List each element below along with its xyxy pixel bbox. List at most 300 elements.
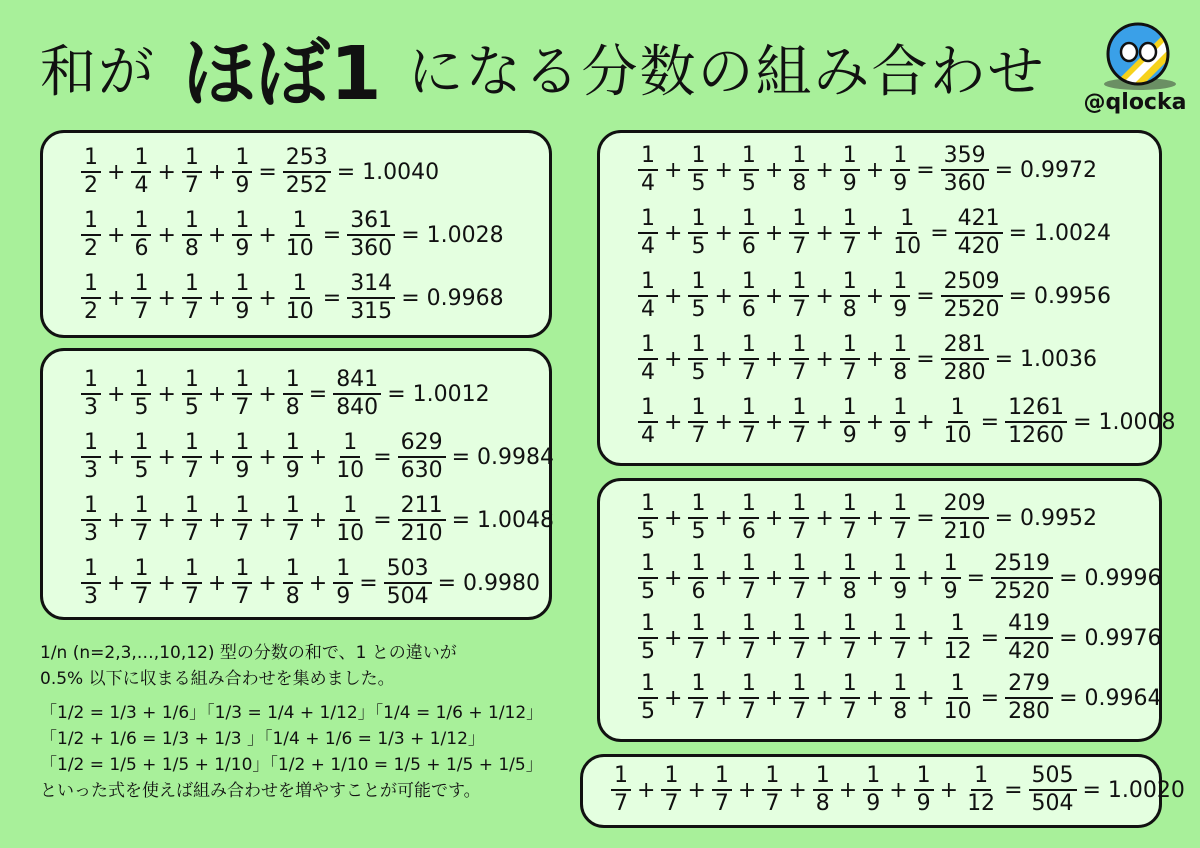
plus-sign: + [637,777,656,803]
plus-sign: + [714,409,733,435]
fraction-denominator: 7 [134,584,149,609]
fraction-numerator: 1 [688,145,708,171]
equals-sign: = [980,625,1000,651]
unit-fraction [283,273,317,323]
fraction-numerator: 1 [283,369,303,395]
equals-sign: = [373,444,392,470]
sum-denominator: 210 [943,519,986,544]
fraction-denominator: 9 [893,423,908,448]
sum-numerator: 281 [941,334,989,360]
plus-sign: + [714,220,733,246]
fraction-denominator: 7 [893,639,908,664]
fraction-denominator: 7 [235,584,250,609]
fraction-group-box-3 [40,348,555,620]
unit-fraction [638,271,658,321]
sum-numerator: 2519 [991,553,1053,579]
plus-sign: + [157,285,176,311]
fraction-numerator: 1 [789,208,809,234]
sum-fraction [398,495,446,545]
fraction-numerator: 1 [661,765,681,791]
plus-sign: + [815,625,834,651]
unit-fraction [789,397,809,447]
fraction-denominator: 7 [842,234,857,259]
fraction-denominator: 5 [691,519,706,544]
fraction-denominator: 3 [84,395,98,420]
decimal-value: = 0.9996 [1059,565,1162,591]
plus-sign: + [664,505,683,531]
fraction-denominator: 7 [134,521,149,546]
unit-fraction [789,673,809,723]
unit-fraction [840,145,860,195]
plus-sign: + [714,565,733,591]
unit-fraction [232,432,252,482]
unit-fraction [283,495,303,545]
fraction-denominator: 12 [967,791,996,816]
unit-fraction [739,208,759,258]
plus-sign: + [308,570,328,596]
unit-fraction [283,369,303,419]
note-line: 「1/2 = 1/3 + 1/6」「1/3 = 1/4 + 1/12」「1/4 = 1/6 + 1/12」 [40,703,544,723]
sum-numerator: 211 [398,495,446,521]
author-logo [1080,18,1190,118]
fraction-numerator: 1 [789,334,809,360]
plus-sign: + [107,381,126,407]
fraction-group-box-7 [580,754,1185,828]
unit-fraction [789,145,809,195]
fraction-numerator: 1 [131,210,151,236]
plus-sign: + [258,570,277,596]
plus-sign: + [258,222,277,248]
fraction-denominator: 8 [842,297,857,322]
plus-sign: + [664,409,683,435]
unit-fraction [81,273,101,323]
decimal-value: = 1.0028 [401,222,504,248]
plus-sign: + [916,625,935,651]
fraction-denominator: 9 [943,579,958,604]
fraction-numerator: 1 [232,369,252,395]
fraction-numerator: 1 [638,397,658,423]
fraction-denominator: 6 [741,519,756,544]
fraction-denominator: 9 [842,423,857,448]
plus-sign: + [714,283,733,309]
unit-fraction [638,334,658,384]
decimal-value: = 0.9968 [401,285,504,311]
fraction-denominator: 9 [235,236,250,261]
fraction-denominator: 7 [714,791,729,816]
fraction-numerator: 1 [890,397,910,423]
unit-fraction [182,210,202,260]
equals-sign: = [322,222,342,248]
fraction-denominator: 5 [691,234,706,259]
plus-sign: + [664,346,683,372]
unit-fraction [840,493,860,543]
decimal-value: = 1.0048 [451,507,555,533]
fraction-denominator: 7 [842,360,857,385]
fraction-numerator: 1 [638,673,658,699]
equation-row [636,673,1161,723]
fraction-numerator: 1 [638,553,658,579]
plus-sign: + [916,685,935,711]
fraction-denominator: 7 [235,521,250,546]
fraction-denominator: 7 [792,519,807,544]
plus-sign: + [865,157,885,183]
unit-fraction [739,493,759,543]
fraction-numerator: 1 [789,673,809,699]
fraction-denominator: 7 [741,699,756,724]
equals-sign: = [916,505,935,531]
equation-row [636,613,1161,663]
fraction-denominator: 7 [235,395,250,420]
plus-sign: + [764,685,784,711]
unit-fraction [890,208,924,258]
fraction-numerator: 1 [182,210,202,236]
plus-sign: + [714,625,733,651]
plus-sign: + [157,570,176,596]
unit-fraction [941,613,975,663]
equals-sign: = [916,157,935,183]
fraction-denominator: 7 [614,791,628,816]
fraction-denominator: 3 [84,458,98,483]
fraction-numerator: 1 [739,397,759,423]
sum-fraction [347,273,395,323]
fraction-numerator: 1 [840,397,860,423]
fraction-denominator: 9 [866,791,881,816]
unit-fraction [638,208,658,258]
plus-sign: + [737,777,757,803]
plus-sign: + [207,507,227,533]
fraction-denominator: 8 [792,171,807,196]
fraction-group-box-4 [597,130,1176,466]
plus-sign: + [157,222,176,248]
plus-sign: + [764,409,784,435]
fraction-denominator: 7 [741,360,756,385]
plus-sign: + [815,346,834,372]
unit-fraction [131,147,151,197]
fraction-denominator: 6 [741,297,756,322]
unit-fraction [333,495,367,545]
fraction-numerator: 1 [914,765,934,791]
fraction-numerator: 1 [290,273,310,299]
unit-fraction [232,147,252,197]
fraction-numerator: 1 [638,613,658,639]
unit-fraction [863,765,883,815]
equals-sign: = [916,346,935,372]
equation-row [79,369,490,419]
plus-sign: + [815,505,834,531]
fraction-denominator: 10 [285,236,314,261]
unit-fraction [688,271,708,321]
plus-sign: + [916,565,935,591]
fraction-denominator: 7 [792,297,807,322]
unit-fraction [789,493,809,543]
fraction-numerator: 1 [739,208,759,234]
fraction-numerator: 1 [789,397,809,423]
fraction-numerator: 1 [789,613,809,639]
fraction-denominator: 7 [765,791,780,816]
unit-fraction [283,432,303,482]
sum-denominator: 420 [957,234,1000,259]
unit-fraction [789,613,809,663]
sum-fraction [384,558,432,608]
fraction-numerator: 1 [890,553,910,579]
fraction-numerator: 1 [890,334,910,360]
plus-sign: + [107,222,126,248]
fraction-denominator: 5 [184,395,199,420]
fraction-numerator: 1 [81,147,101,173]
equation-row [79,210,504,260]
decimal-value: = 0.9956 [1008,283,1112,309]
unit-fraction [739,271,759,321]
fraction-denominator: 7 [792,699,807,724]
fraction-numerator: 1 [739,145,759,171]
sum-denominator: 420 [1008,639,1051,664]
fraction-denominator: 7 [691,639,706,664]
fraction-numerator: 1 [739,334,759,360]
plus-sign: + [714,157,733,183]
sum-fraction [347,210,395,260]
unit-fraction [182,432,202,482]
unit-fraction [840,673,860,723]
plus-sign: + [664,625,683,651]
note-line: といった式を使えば組み合わせを増やすことが可能です。 [40,781,481,801]
plus-sign: + [815,220,834,246]
unit-fraction [789,271,809,321]
fraction-numerator: 1 [712,765,732,791]
sum-fraction [941,271,1003,321]
sum-numerator: 419 [1005,613,1053,639]
equals-sign: = [322,285,342,311]
sum-numerator: 421 [955,208,1003,234]
plus-sign: + [664,283,683,309]
equation-row [609,765,1185,815]
fraction-numerator: 1 [948,673,968,699]
equation-row [79,432,554,482]
fraction-numerator: 1 [232,273,252,299]
fraction-numerator: 1 [897,208,917,234]
fraction-group-box-5 [597,478,1162,742]
fraction-denominator: 7 [184,299,199,324]
sum-denominator: 360 [350,236,393,261]
unit-fraction [333,558,353,608]
sum-fraction [941,493,989,543]
decimal-value: = 1.0036 [994,346,1098,372]
equals-sign: = [980,409,1000,435]
plus-sign: + [865,409,885,435]
fraction-denominator: 7 [792,234,807,259]
fraction-numerator: 1 [688,613,708,639]
fraction-denominator: 7 [741,423,756,448]
plus-sign: + [865,346,885,372]
fraction-denominator: 9 [235,458,250,483]
fraction-denominator: 7 [741,579,756,604]
fraction-denominator: 7 [792,579,807,604]
sum-numerator: 629 [398,432,446,458]
fraction-denominator: 5 [641,699,655,724]
plus-sign: + [714,505,733,531]
title-part-1: 和が [40,40,156,105]
unit-fraction [890,553,910,603]
fraction-denominator: 3 [84,521,98,546]
fraction-numerator: 1 [182,558,202,584]
fraction-denominator: 8 [893,360,908,385]
plus-sign: + [664,565,683,591]
fraction-denominator: 10 [336,458,365,483]
fraction-numerator: 1 [182,495,202,521]
unit-fraction [232,210,252,260]
decimal-value: = 0.9980 [437,570,541,596]
fraction-numerator: 1 [948,397,968,423]
plus-sign: + [764,346,784,372]
unit-fraction [688,673,708,723]
unit-fraction [638,493,658,543]
plus-sign: + [258,285,277,311]
unit-fraction [840,208,860,258]
plus-sign: + [258,381,277,407]
plus-sign: + [815,409,834,435]
sum-denominator: 280 [943,360,986,385]
fraction-numerator: 1 [890,613,910,639]
equation-row [79,273,504,323]
fraction-denominator: 12 [943,639,972,664]
unit-fraction [638,145,658,195]
fraction-numerator: 1 [688,208,708,234]
fraction-denominator: 7 [184,173,199,198]
plus-sign: + [764,157,784,183]
plus-sign: + [815,157,834,183]
plus-sign: + [687,777,706,803]
fraction-numerator: 1 [840,145,860,171]
plus-sign: + [764,283,784,309]
fraction-denominator: 7 [842,699,857,724]
fraction-denominator: 9 [893,297,908,322]
fraction-numerator: 1 [840,673,860,699]
unit-fraction [890,271,910,321]
plus-sign: + [157,444,176,470]
unit-fraction [182,369,202,419]
plus-sign: + [207,222,227,248]
unit-fraction [131,495,151,545]
fraction-denominator: 5 [134,458,149,483]
sum-numerator: 505 [1029,765,1077,791]
unit-fraction [283,558,303,608]
fraction-numerator: 1 [638,145,658,171]
unit-fraction [941,673,975,723]
decimal-value: = 0.9984 [451,444,555,470]
title-part-2: ほぼ1 [182,31,382,117]
equation-row [636,271,1111,321]
fraction-numerator: 1 [863,765,883,791]
fraction-numerator: 1 [283,558,303,584]
sum-numerator: 361 [347,210,395,236]
fraction-denominator: 2 [84,299,98,324]
note-line: 「1/2 = 1/5 + 1/5 + 1/10」「1/2 + 1/10 = 1/5 + 1/5 + 1/5」 [40,755,543,775]
unit-fraction [333,432,367,482]
fraction-denominator: 5 [741,171,756,196]
sum-fraction [955,208,1003,258]
fraction-denominator: 5 [641,579,655,604]
plus-sign: + [889,777,908,803]
sum-denominator: 210 [400,521,443,546]
fraction-denominator: 5 [691,297,706,322]
unit-fraction [182,147,202,197]
fraction-denominator: 9 [336,584,351,609]
fraction-numerator: 1 [688,553,708,579]
unit-fraction [131,558,151,608]
equation-row [79,495,554,545]
fraction-numerator: 1 [131,495,151,521]
fraction-denominator: 8 [285,584,300,609]
fraction-denominator: 7 [664,791,679,816]
fraction-denominator: 4 [641,234,655,259]
fraction-numerator: 1 [638,334,658,360]
unit-fraction [789,208,809,258]
fraction-numerator: 1 [131,558,151,584]
fraction-numerator: 1 [739,673,759,699]
fraction-numerator: 1 [890,145,910,171]
equals-sign: = [373,507,392,533]
plus-sign: + [865,565,885,591]
unit-fraction [688,145,708,195]
fraction-denominator: 5 [134,395,149,420]
fraction-denominator: 8 [184,236,199,261]
fraction-denominator: 2 [84,173,98,198]
equals-sign: = [980,685,1000,711]
fraction-denominator: 8 [893,699,908,724]
fraction-numerator: 1 [789,271,809,297]
plus-sign: + [815,685,834,711]
sum-fraction [1005,613,1053,663]
fraction-numerator: 1 [739,271,759,297]
fraction-numerator: 1 [81,558,101,584]
plus-sign: + [107,570,126,596]
fraction-numerator: 1 [81,432,101,458]
unit-fraction [789,334,809,384]
sum-fraction [1029,765,1077,815]
decimal-value: = 0.9964 [1059,685,1162,711]
fraction-numerator: 1 [81,495,101,521]
fraction-numerator: 1 [290,210,310,236]
plus-sign: + [308,507,328,533]
plus-sign: + [838,777,858,803]
plus-sign: + [865,220,885,246]
plus-sign: + [258,507,277,533]
plus-sign: + [865,625,885,651]
equation-row [79,147,439,197]
fraction-denominator: 5 [691,360,706,385]
unit-fraction [131,273,151,323]
fraction-numerator: 1 [789,553,809,579]
equals-sign: = [966,565,986,591]
plus-sign: + [764,565,784,591]
plus-sign: + [308,444,328,470]
plus-sign: + [258,444,277,470]
unit-fraction [182,495,202,545]
decimal-value: = 0.9972 [994,157,1098,183]
unit-fraction [81,210,101,260]
fraction-numerator: 1 [232,432,252,458]
decimal-value: = 1.0020 [1082,777,1185,803]
fraction-denominator: 4 [134,173,149,198]
sum-fraction [398,432,446,482]
fraction-numerator: 1 [813,765,833,791]
decimal-value: = 1.0040 [336,159,440,185]
fraction-numerator: 1 [840,208,860,234]
unit-fraction [283,210,317,260]
fraction-denominator: 9 [893,171,908,196]
unit-fraction [81,147,101,197]
fraction-denominator: 9 [285,458,300,483]
equals-sign: = [308,381,328,407]
